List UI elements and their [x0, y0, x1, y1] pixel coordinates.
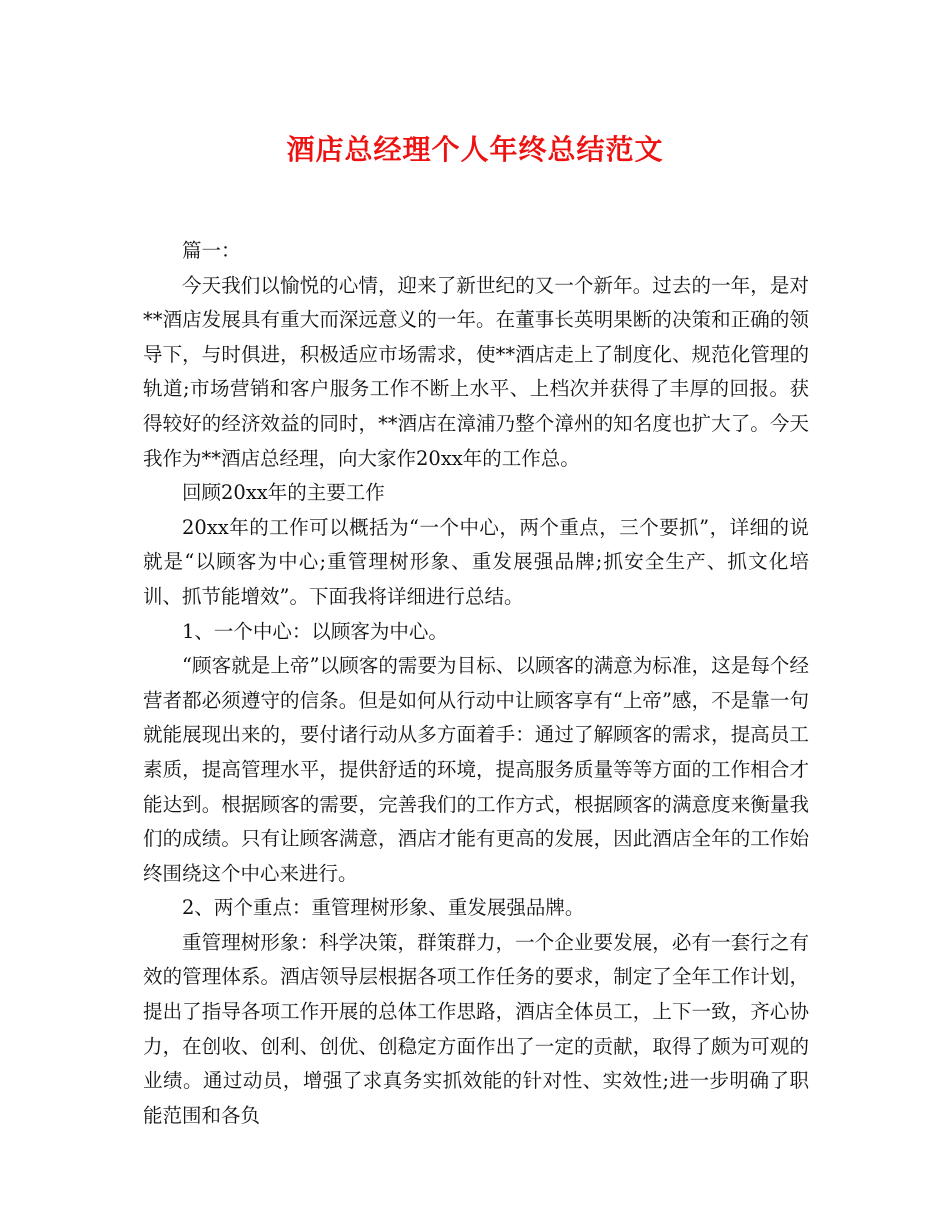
paragraph-review-heading: 回顾20xx年的主要工作	[182, 481, 385, 505]
paragraph-point-1-heading: 1、一个中心：以顾客为中心。	[182, 619, 448, 643]
paragraph-section-label: 篇一：	[182, 239, 241, 262]
paragraph-point-1-body: “顾客就是上帝”以顾客的需要为目标、以顾客的满意为标准，这是每个经营者都必须遵守的信条。但是如何从行动中让顾客享有“上帝”感，不是靠一句就能展现出来的，要付诸行动从多方面着手：通过了解顾客的需求，提高员工素质，提高管理水平，提供舒适的环境，提高服务质量等等方面的工作相合才能达到。根据顾客的需要，完善我们的工作方式，根据顾客的满意度来衡量我们的成绩。只有让顾客满意，酒店才能有更高的发展，因此酒店全年的工作始终围绕这个中心来进行。	[143, 654, 809, 885]
paragraph-intro: 今天我们以愉悦的心情，迎来了新世纪的又一个新年。过去的一年，是对**酒店发展具有重大而深远意义的一年。在董事长英明果断的决策和正确的领导下，与时俱进，积极适应市场需求，使**酒店走上了制度化、规范化管理的轨道;市场营销和客户服务工作不断上水平、上档次并获得了丰厚的回报。获得较好的经济效益的同时，**酒店在漳浦乃整个漳州的知名度也扩大了。今天我作为**酒店总经理，向大家作20xx年的工作总。	[143, 273, 809, 470]
document-body	[143, 234, 809, 1133]
document-title: 酒店总经理个人年终总结范文	[286, 133, 664, 166]
paragraph-summary: 20xx年的工作可以概括为“一个中心，两个重点，三个要抓”，详细的说就是“以顾客为中心;重管理树形象、重发展强品牌;抓安全生产、抓文化培训、抓节能增效”。下面我将详细进行总结。	[143, 515, 809, 608]
paragraph-point-2-body: 重管理树形象：科学决策，群策群力，一个企业要发展，必有一套行之有效的管理体系。酒店领导层根据各项工作任务的要求，制定了全年工作计划，提出了指导各项工作开展的总体工作思路，酒店全体员工，上下一致，齐心协力，在创收、创利、创优、创稳定方面作出了一定的贡献，取得了颇为可观的业绩。通过动员，增强了求真务实抓效能的针对性、实效性;进一步明确了职能范围和各负	[143, 930, 809, 1127]
paragraph-point-2-heading: 2、两个重点：重管理树形象、重发展强品牌。	[182, 896, 585, 920]
